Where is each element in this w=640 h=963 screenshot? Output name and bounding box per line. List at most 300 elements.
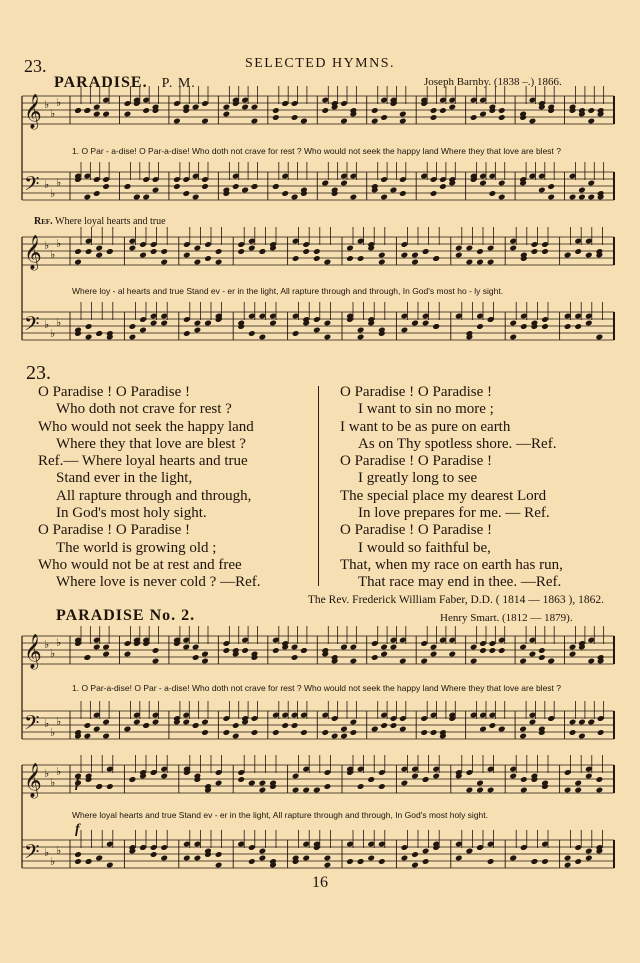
tune1-system2-note-head (292, 255, 300, 262)
tune1-system2-note-head (487, 259, 495, 266)
tune2-system2-note-head (564, 855, 572, 862)
tune1-system2-note-head (432, 255, 440, 262)
tune1-system1-note-head (142, 107, 150, 114)
tune2-system1-note-head (399, 658, 407, 665)
tune1-system1-note-head (439, 107, 447, 114)
tune2-system2-note-head (74, 851, 82, 858)
tune2-system1-note-head (93, 726, 101, 733)
tune1-system2-note-head (139, 327, 147, 334)
tune2-system1-note-head (102, 651, 110, 658)
tune1-system2-flat: ♭ (56, 317, 62, 329)
tune1-system1-note-head (587, 118, 595, 125)
tune2-system2-note-head (432, 773, 440, 780)
tune1-system2-note-head (411, 320, 419, 327)
tune2-system2-note-head (259, 780, 267, 787)
tune2-system2-note-head (509, 773, 517, 780)
tune1-system2-note-head (74, 248, 82, 255)
tune1-system1-note-head (142, 194, 150, 201)
header-hymn-number: 23. (24, 56, 47, 76)
tune2-system2-note-head (313, 787, 321, 794)
tune1-system2-note-head (324, 334, 332, 341)
tune1-system2-note-head (95, 245, 103, 252)
tune2-system2-note-head (106, 783, 114, 790)
tune2-system2-note-head (585, 855, 593, 862)
verse-line: In love prepares for me. — Ref. (358, 505, 550, 522)
tune2-system1-note-head (223, 647, 231, 654)
tune1-system1-note-head (430, 107, 438, 114)
tune2-lyric-line2: Where loyal hearts and true Stand ev - er in the light, All rapture through and through, In God's most holy sight. (72, 810, 488, 820)
tune2-system2-note-head (292, 787, 300, 794)
tune1-system2-note-head (346, 245, 354, 252)
tune1-system1-note-head (470, 114, 478, 121)
tune2-system2-note-head (411, 851, 419, 858)
tune2-system2-note-head (564, 787, 572, 794)
tune1-system1-note-head (272, 114, 280, 121)
tune2-system1-note-head (281, 722, 289, 729)
tune1-system1-note-head (399, 190, 407, 197)
tune1-system1-note-head (479, 180, 487, 187)
tune2-system1-note-head (578, 733, 586, 740)
tune1-system1-note-head (479, 111, 487, 118)
tune2-system1-note-head (84, 654, 92, 661)
tune2-system2-note-head (422, 858, 430, 865)
tune1-system1-flat: ♭ (56, 177, 62, 189)
tune2-system2-note-head (585, 773, 593, 780)
tune2-system1-note-head (587, 658, 595, 665)
tune2-system2-flat: ♭ (56, 766, 62, 778)
tune2-system1-note-head (232, 722, 240, 729)
tune1-system2-note-head (215, 259, 223, 266)
tune1-system1-note-head (291, 114, 299, 121)
tune2-system1-note-head (251, 729, 259, 736)
tune2-system2-note-head (324, 855, 332, 862)
tune1-system2-note-head (194, 327, 202, 334)
verse-line: Who would not be at rest and free (38, 556, 242, 573)
tune2-system1-note-head (152, 658, 160, 665)
tune1-system2-note-head (194, 259, 202, 266)
tune2-system1-note-head (470, 658, 478, 665)
tune2-composer-dates: (1812 — 1879). (502, 612, 573, 624)
tune2-system1-note-head (201, 651, 209, 658)
tune1-system1-note-head (547, 183, 555, 190)
tune2-name: PARADISE No. 2. (56, 607, 196, 624)
tune1-lyric-line2: Where loy - al hearts and true Stand ev - er in the light, All rapture through and through, In God's most ho - ly sight. (72, 286, 504, 296)
tune1-system1-note-head (223, 104, 231, 111)
tune1-system1-note-head (251, 118, 259, 125)
tune1-system1-note-head (74, 107, 82, 114)
tune2-system1-note-head (470, 644, 478, 651)
tune1-system2-note-head (160, 248, 168, 255)
tune2-system2-note-head (367, 855, 375, 862)
tune1-system1-note-head (84, 107, 92, 114)
tune1-system2-note-head (150, 248, 158, 255)
tune2-system1-note-head (350, 644, 358, 651)
tune2-system1-note-head (300, 729, 308, 736)
tune2-system1-note-head (102, 733, 110, 740)
tune1-system2-note-head (313, 327, 321, 334)
left-column (38, 384, 316, 592)
tune2-system1-note-head (272, 647, 280, 654)
verse-line: Stand ever in the light, (56, 470, 193, 487)
tune2-system1-note-head (420, 658, 428, 665)
tune1-system1-note-head (102, 183, 110, 190)
tune2-system2-note-head (215, 862, 223, 869)
tune1-system1-note-head (241, 187, 249, 194)
tune1-system2-note-head (95, 252, 103, 259)
tune1-system2-note-head (259, 334, 267, 341)
verse-line: O Paradise ! O Paradise ! (340, 522, 493, 539)
tune2-system1-note-head (152, 719, 160, 726)
tune1-system2-note-head (160, 259, 168, 266)
tune1-system2-note-head (476, 259, 484, 266)
tune2-system2-bass-clef: 𝄢 (24, 840, 40, 868)
verse-line: Ref.— Where loyal hearts and true (38, 453, 248, 470)
tune1-system1-note-head (173, 183, 181, 190)
tune2-system1-note-head (321, 729, 329, 736)
tune1-system2-note-head (183, 330, 191, 337)
tune1-system1-note-head (124, 111, 132, 118)
tune2-system1-note-head (93, 644, 101, 651)
tune1-system2-note-head (466, 259, 474, 266)
tune2-dynamic-top: f (75, 776, 80, 791)
tune2-system1-flat: ♭ (50, 727, 56, 739)
tune1-system1-note-head (93, 111, 101, 118)
tune1-system1-flat: ♭ (50, 108, 56, 120)
tune2-system1-note-head (201, 719, 209, 726)
tune1-composer-dates: (1838 –.) (493, 76, 535, 88)
tune2-system2-note-head (401, 780, 409, 787)
tune2-system1-note-head (519, 733, 527, 740)
tune1-system2-note-head (269, 320, 277, 327)
tune2-system2-flat: ♭ (56, 845, 62, 857)
tune2-system1-note-head (241, 647, 249, 654)
tune1-system1-note-head (152, 187, 160, 194)
section-title: SELECTED HYMNS. (244, 56, 396, 71)
tune2-system1-note-head (201, 729, 209, 736)
tune2-system1-note-head (578, 719, 586, 726)
tune1-system1-note-head (192, 104, 200, 111)
tune2-system1-note-head (201, 658, 209, 665)
tune2-system2-note-head (215, 851, 223, 858)
tune2-system2-note-head (422, 776, 430, 783)
tune2-system2-note-head (378, 783, 386, 790)
tune1-system1-note-head (430, 114, 438, 121)
tune1-system1-note-head (251, 183, 259, 190)
tune1-system1-note-head (399, 111, 407, 118)
tune1-system2-note-head (585, 252, 593, 259)
tune2-system1-note-head (232, 733, 240, 740)
verse-line: I want to sin no more ; (358, 401, 494, 418)
verse-line: All rapture through and through, (56, 487, 252, 504)
tune1-system2-note-head (455, 245, 463, 252)
tune2-system2-note-head (259, 855, 267, 862)
hymn-number: 23. (26, 362, 51, 384)
tune2-system1-note-head (350, 719, 358, 726)
tune1-system1-note-head (430, 190, 438, 197)
tune2-system1-flat: ♭ (50, 648, 56, 660)
tune2-system1-note-head (448, 651, 456, 658)
tune1-system2-note-head (487, 245, 495, 252)
tune2-system2-note-head (596, 776, 604, 783)
tune1-system1-note-head (498, 180, 506, 187)
tune1-system1-note-head (321, 180, 329, 187)
tune1-system1-note-head (84, 194, 92, 201)
tune1-system2-note-head (520, 323, 528, 330)
tune2-system1-note-head (300, 647, 308, 654)
tune2-system2-note-head (150, 851, 158, 858)
tune1-system2-note-head (74, 259, 82, 266)
tune2-system1-note-head (538, 647, 546, 654)
tune1-system1-note-head (498, 114, 506, 121)
tune1-composer-name: Joseph Barnby. (424, 76, 492, 88)
tune1-system2-note-head (183, 252, 191, 259)
tune1-system2-note-head (574, 248, 582, 255)
tune1-system1-note-head (241, 104, 249, 111)
tune1-system1-note-head (192, 194, 200, 201)
tune2-system2-note-head (411, 862, 419, 869)
tune1-system2-note-head (194, 245, 202, 252)
tune1-system1-note-head (201, 118, 209, 125)
tune2-system2-note-head (248, 858, 256, 865)
tune2-system1-note-head (340, 644, 348, 651)
tune2-system2-note-head (74, 858, 82, 865)
tune2-system1-note-head (340, 733, 348, 740)
tune2-system1-note-head (371, 726, 379, 733)
verse-line: In God's most holy sight. (56, 505, 207, 522)
tune2-system1-note-head (519, 644, 527, 651)
tune1-system1-note-head (578, 187, 586, 194)
tune1-system1-flat: ♭ (44, 179, 50, 191)
tune2-system1-note-head (420, 729, 428, 736)
verse-line: I want to be as pure on earth (340, 418, 511, 435)
tune2-system2-note-head (302, 855, 310, 862)
tune1-system2-note-head (313, 255, 321, 262)
tune2-system2-note-head (346, 858, 354, 865)
tune1-system2-flat: ♭ (50, 249, 56, 261)
tune1-system2-note-head (85, 334, 93, 341)
tune2-system1-note-head (380, 651, 388, 658)
tune2-system2-note-head (357, 783, 365, 790)
tune1-system2-note-head (422, 320, 430, 327)
column-divider (318, 386, 319, 586)
tune1-system2-note-head (129, 334, 137, 341)
tune2-system1-note-head (390, 644, 398, 651)
tune2-system1-note-head (182, 644, 190, 651)
tune1-system1-note-head (321, 107, 329, 114)
tune2-system1-note-head (489, 647, 497, 654)
tune1-system2-note-head (85, 323, 93, 330)
tune2-system2-note-head (541, 858, 549, 865)
tune1-system2-note-head (401, 327, 409, 334)
tune2-system2-note-head (378, 858, 386, 865)
tune2-lyric-line1: 1. O Par-a-dise! O Par - a-dise! Who doth not crave for rest ? Who would not seek the happy land Where they that love are blest ? (72, 683, 561, 693)
tune1-system2-note-head (466, 245, 474, 252)
tune2-system1-note-head (182, 719, 190, 726)
tune2-composer (440, 612, 573, 624)
tune2-system2-note-head (215, 780, 223, 787)
tune2-system1-note-head (569, 729, 577, 736)
tune1-system2-note-head (541, 323, 549, 330)
tune1-system2-note-head (432, 323, 440, 330)
tune2-system2-note-head (324, 862, 332, 869)
tune2-system2-note-head (259, 787, 267, 794)
tune1-system1-note-head (587, 107, 595, 114)
tune2-system1-note-head (340, 726, 348, 733)
tune1-system2-note-head (259, 248, 267, 255)
tune1-system1-note-head (569, 194, 577, 201)
tune2-system2-note-head (302, 787, 310, 794)
tune1-system2-note-head (204, 320, 212, 327)
verse-line: That, when my race on earth has run, (340, 556, 563, 573)
tune2-system1-flat: ♭ (44, 718, 50, 730)
tune2-system1-note-head (538, 654, 546, 661)
tune1-system1-note-head (102, 111, 110, 118)
tune2-system1-note-head (102, 644, 110, 651)
tune1-system1-note-head (291, 194, 299, 201)
tune2-system1-flat: ♭ (56, 637, 62, 649)
tune1-system1-note-head (390, 187, 398, 194)
tune1-system2-note-head (541, 248, 549, 255)
tune1-system2-note-head (564, 323, 572, 330)
tune1-system2-bass-clef: 𝄢 (24, 312, 40, 340)
tune1-system2-note-head (237, 248, 245, 255)
refrain-label-text: Where loyal hearts and true (55, 216, 166, 227)
tune1-system2-note-head (378, 259, 386, 266)
tune1-system2-note-head (139, 252, 147, 259)
tune1-system2-note-head (531, 248, 539, 255)
tune2-system1-note-head (479, 726, 487, 733)
tune2-system1-note-head (291, 644, 299, 651)
tune1-system2-note-head (564, 252, 572, 259)
tune2-system2-note-head (183, 855, 191, 862)
tune1-system1-note-head (251, 104, 259, 111)
verse-line: The special place my dearest Lord (340, 487, 547, 504)
tune1-system2-note-head (85, 248, 93, 255)
tune2-system2-flat: ♭ (50, 856, 56, 868)
tune2-system1-note-head (350, 658, 358, 665)
tune1-system1-note-head (529, 118, 537, 125)
tune1-system2-treble-clef: 𝄞 (24, 235, 42, 270)
tune1-year: 1866. (536, 76, 562, 88)
tune1-system1-note-head (272, 107, 280, 114)
tune2-system2-note-head (160, 773, 168, 780)
tune1-system2-note-head (411, 259, 419, 266)
tune2-system2-note-head (466, 848, 474, 855)
tune1-system2-note-head (401, 252, 409, 259)
tune1-meter: P. M. (161, 76, 196, 91)
tune1-system2-note-head (302, 248, 310, 255)
tune2-system2-note-head (487, 858, 495, 865)
tune2-system1-note-head (430, 729, 438, 736)
tune1-system1-note-head (538, 187, 546, 194)
tune2-system1-note-head (133, 719, 141, 726)
tune1-system1-note-head (489, 190, 497, 197)
tune1-system1-flat: ♭ (50, 188, 56, 200)
tune1-system2-note-head (248, 330, 256, 337)
tune1-system2-note-head (129, 245, 137, 252)
verse-line: O Paradise ! O Paradise ! (340, 384, 493, 400)
tune2-system1-note-head (350, 729, 358, 736)
tune2-system1-note-head (390, 722, 398, 729)
tune2-system1-note-head (192, 654, 200, 661)
tune1-system2-flat: ♭ (44, 240, 50, 252)
tune2-system1-note-head (380, 722, 388, 729)
tune2-system2-note-head (194, 855, 202, 862)
tune2-system2-note-head (324, 783, 332, 790)
hymn-author: The Rev. Frederick William Faber, D.D. ( 1814 — 1863 ), 1862. (307, 594, 604, 606)
tune2-system2-note-head (259, 848, 267, 855)
tune1-system1-note-head (448, 104, 456, 111)
tune1-system2-note-head (357, 334, 365, 341)
tune2-system2-note-head (106, 862, 114, 869)
tune1-system2-note-head (357, 327, 365, 334)
tune2-system2-note-head (574, 858, 582, 865)
tune1-system2-note-head (378, 252, 386, 259)
tune1-system1-note-head (439, 183, 447, 190)
tune2-system2-note-head (367, 776, 375, 783)
tune1-system1-note-head (578, 194, 586, 201)
tune1-system2-note-head (324, 320, 332, 327)
tune1-refrain-label (34, 216, 166, 227)
tune1-system1-note-head (340, 118, 348, 125)
tune2-system2-flat: ♭ (44, 847, 50, 859)
verse-line: That race may end in thee. —Ref. (358, 574, 562, 591)
tune1-system2-note-head (509, 334, 517, 341)
tune2-system2-note-head (411, 773, 419, 780)
verse-line: O Paradise ! O Paradise ! (340, 453, 493, 470)
tune1-system1-note-head (498, 194, 506, 201)
tune2-system1-note-head (399, 726, 407, 733)
tune2-system1-note-head (479, 647, 487, 654)
right-column (340, 384, 632, 592)
tune2-system2-note-head (585, 848, 593, 855)
tune1-system1-note-head (232, 183, 240, 190)
tune2-system1-note-head (102, 719, 110, 726)
tune1-system1-note-head (182, 190, 190, 197)
tune1-system1-note-head (201, 183, 209, 190)
verse-line: Who doth not crave for rest ? (56, 401, 232, 418)
tune2-system1-flat: ♭ (56, 716, 62, 728)
tune1-system2-note-head (585, 320, 593, 327)
tune1-system2-note-head (95, 330, 103, 337)
verse-line: As on Thy spotless shore. —Ref. (358, 435, 557, 452)
tune1-system2-note-head (150, 320, 158, 327)
tune2-system1-note-head (587, 719, 595, 726)
tune1-system2-note-head (106, 248, 114, 255)
tune1-system1-note-head (93, 104, 101, 111)
verse-line: Where they that love are blest ? (56, 435, 246, 452)
tune2-system2-note-head (531, 858, 539, 865)
page-number: 16 (312, 874, 328, 891)
tune2-system2-note-head (95, 855, 103, 862)
tune2-system1-note-head (430, 651, 438, 658)
tune1-system1-treble-clef: 𝄞 (24, 94, 42, 129)
tune1-name: PARADISE. (54, 74, 148, 91)
tune1-system1-note-head (340, 180, 348, 187)
verse-line: O Paradise ! O Paradise ! (38, 384, 191, 400)
tune1-system2-note-head (129, 323, 137, 330)
tune1-system1-note-head (380, 114, 388, 121)
tune2-system2-flat: ♭ (50, 777, 56, 789)
tune2-system1-note-head (124, 726, 132, 733)
tune1-system1-note-head (281, 190, 289, 197)
tune2-system1-note-head (498, 647, 506, 654)
tune2-system2-note-head (564, 862, 572, 869)
tune2-system2-note-head (455, 855, 463, 862)
tune2-system1-note-head (84, 722, 92, 729)
tune1-system2-note-head (204, 255, 212, 262)
tune2-system1-note-head (84, 733, 92, 740)
